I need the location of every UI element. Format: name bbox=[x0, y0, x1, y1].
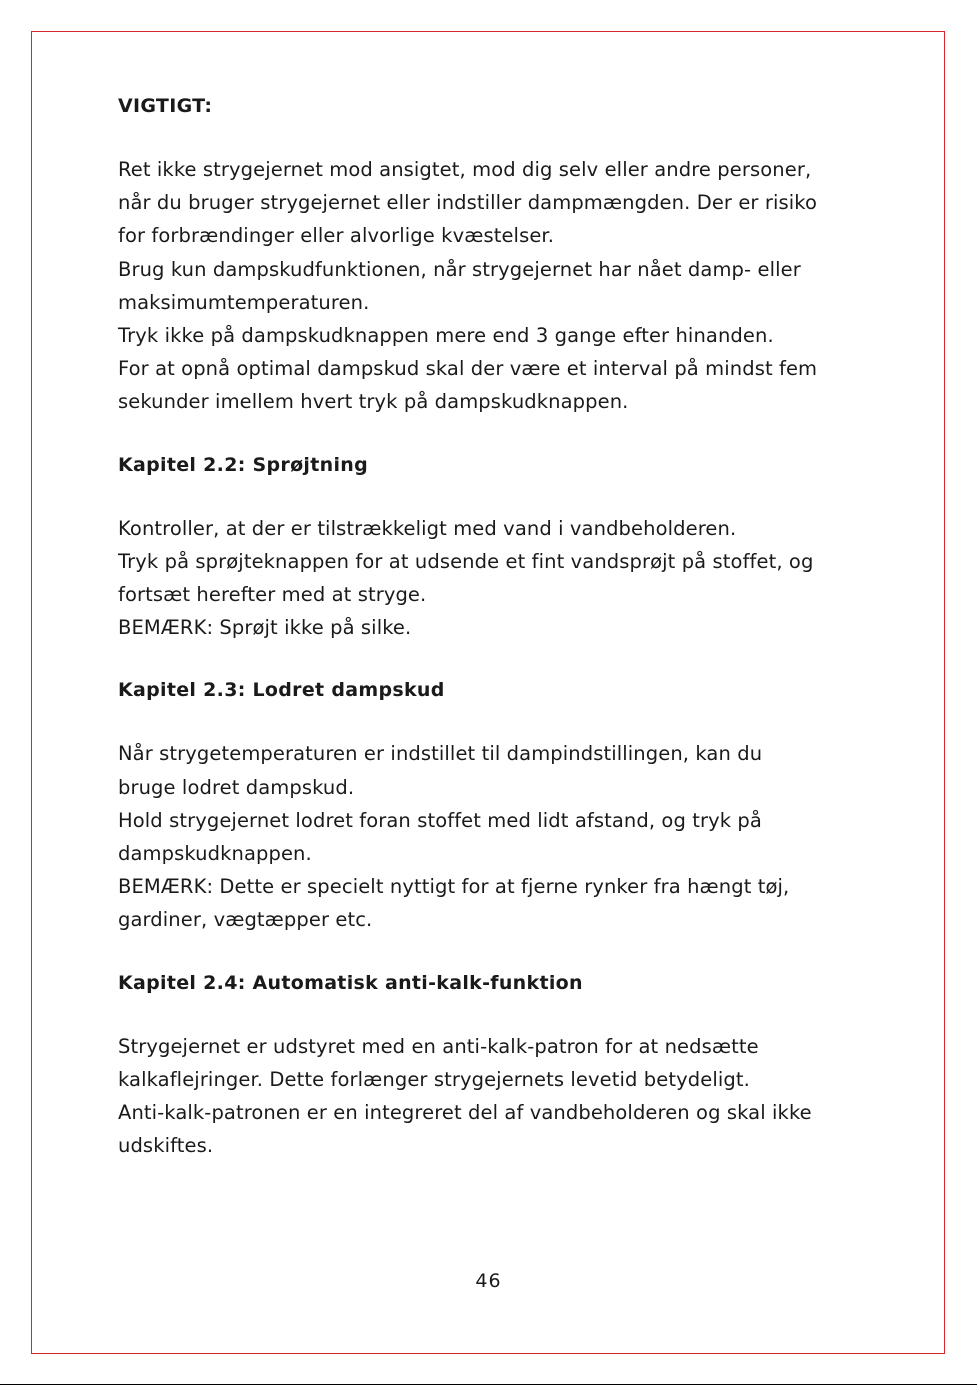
page-number: 46 bbox=[475, 1270, 502, 1292]
bottom-divider bbox=[0, 1384, 977, 1385]
paragraph-line: når du bruger strygejernet eller indstiller dampmængden. Der er risiko bbox=[118, 191, 817, 215]
paragraph-line: for forbrændinger eller alvorlige kvæstelser. bbox=[118, 224, 555, 248]
spacer bbox=[118, 707, 878, 737]
paragraph-line: BEMÆRK: Sprøjt ikke på silke. bbox=[118, 616, 412, 640]
paragraph-line: For at opnå optimal dampskud skal der være et interval på mindst fem bbox=[118, 357, 818, 381]
spacer bbox=[118, 644, 878, 674]
paragraph-line: Når strygetemperaturen er indstillet til dampindstillingen, kan du bbox=[118, 742, 763, 766]
section-heading: Kapitel 2.4: Automatisk anti-kalk-funktion bbox=[118, 971, 583, 994]
paragraph-line: Tryk ikke på dampskudknappen mere end 3 gange efter hinanden. bbox=[118, 324, 774, 348]
spacer bbox=[118, 419, 878, 449]
paragraph-line: bruge lodret dampskud. bbox=[118, 775, 355, 799]
paragraph-line: dampskudknappen. bbox=[118, 842, 312, 866]
spacer bbox=[118, 937, 878, 967]
paragraph-line: BEMÆRK: Dette er specielt nyttigt for at fjerne rynker fra hængt tøj, bbox=[118, 875, 790, 899]
paragraph-line: Anti-kalk-patronen er en integreret del af vandbeholderen og skal ikke bbox=[118, 1101, 812, 1125]
paragraph-line: Tryk på sprøjteknappen for at udsende et fint vandsprøjt på stoffet, og bbox=[118, 549, 814, 573]
section-heading: Kapitel 2.2: Sprøjtning bbox=[118, 453, 368, 476]
section-important bbox=[118, 90, 878, 419]
paragraph-line: gardiner, vægtæpper etc. bbox=[118, 908, 373, 932]
paragraph-line: fortsæt herefter med at stryge. bbox=[118, 583, 427, 607]
document-body bbox=[118, 90, 878, 1162]
section-vertical-steam bbox=[118, 674, 878, 936]
spacer bbox=[118, 482, 878, 512]
section-spraying bbox=[118, 449, 878, 645]
paragraph-line: Kontroller, at der er tilstrækkeligt med vand i vandbeholderen. bbox=[118, 516, 737, 540]
section-heading: VIGTIGT: bbox=[118, 95, 213, 117]
paragraph-line: Brug kun dampskudfunktionen, når strygejernet har nået damp- eller bbox=[118, 257, 801, 281]
spacer bbox=[118, 123, 878, 153]
paragraph-line: udskiftes. bbox=[118, 1134, 214, 1158]
paragraph-line: Ret ikke strygejernet mod ansigtet, mod dig selv eller andre personer, bbox=[118, 158, 812, 181]
section-anti-calc bbox=[118, 967, 878, 1163]
paragraph-line: sekunder imellem hvert tryk på dampskudknappen. bbox=[118, 390, 629, 414]
section-heading: Kapitel 2.3: Lodret dampskud bbox=[118, 679, 445, 702]
paragraph-line: Hold strygejernet lodret foran stoffet med lidt afstand, og tryk på bbox=[118, 808, 762, 832]
paragraph-line: kalkaflejringer. Dette forlænger strygejernets levetid betydeligt. bbox=[118, 1067, 750, 1091]
spacer bbox=[118, 1000, 878, 1030]
paragraph-line: Strygejernet er udstyret med en anti-kalk-patron for at nedsætte bbox=[118, 1034, 759, 1058]
paragraph-line: maksimumtemperaturen. bbox=[118, 290, 370, 314]
